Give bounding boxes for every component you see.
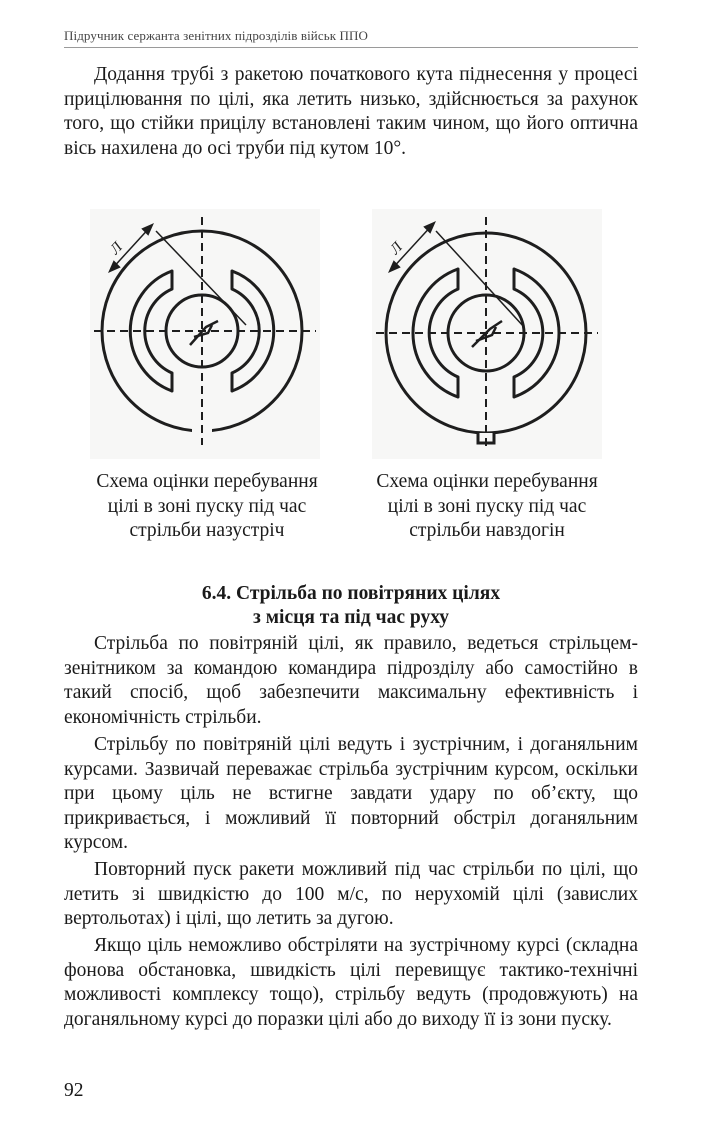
dimension-label: Л bbox=[387, 239, 406, 258]
dimension-label: Л bbox=[107, 239, 126, 258]
caption-line: цілі в зоні пуску під час bbox=[107, 495, 307, 517]
running-header: Підручник сержанта зенітних підрозділів військ ППО bbox=[64, 28, 368, 43]
figure-caption-head-on bbox=[62, 470, 352, 544]
caption-line: цілі в зоні пуску під час bbox=[387, 495, 587, 517]
reticle-diagram-pursuit bbox=[372, 209, 602, 459]
body-paragraph: Повторний пуск ракети можливий під час стрільби по цілі, що летить зі швидкістю до 100 м/с, по нерухомій цілі (завислих вертольотах) і цілі, що летить за дугою. bbox=[64, 859, 638, 930]
figure-pursuit bbox=[372, 209, 602, 459]
section-heading-line1: 6.4. Стрільба по повітряних цілях bbox=[201, 583, 501, 604]
figure-caption-pursuit bbox=[342, 470, 632, 544]
page-number: 92 bbox=[64, 1080, 84, 1101]
caption-line: Схема оцінки перебування bbox=[376, 471, 598, 492]
caption-line: Схема оцінки перебування bbox=[96, 471, 318, 492]
header-divider bbox=[64, 47, 638, 48]
intro-paragraph: Додання трубі з ракетою початкового кута піднесення у процесі прицілювання по цілі, яка летить низько, здійснюється за рахунок того, що стійки прицілу встановлені таким чином, що його оптична вісь нахилена до осі труби під кутом 10°. bbox=[64, 64, 638, 159]
reticle-diagram-head-on bbox=[90, 209, 320, 459]
body-paragraph: Стрільба по повітряній цілі, як правило, ведеться стрільцем-зенітником за командою командира підрозділу або самостійно в такий спосіб, щоб забезпечити максимальну ефективність і економічність стрільби. bbox=[64, 633, 638, 728]
section-heading bbox=[64, 582, 638, 630]
caption-line: стрільби навздогін bbox=[409, 520, 565, 542]
dimension-line bbox=[436, 231, 524, 327]
body-paragraph: Якщо ціль неможливо обстріляти на зустрічному курсі (складна фонова обстановка, швидкість цілі перевищує тактико-технічні можливості комплексу тощо), стрільбу ведуть (продовжують) на доганяльному курсі до поразки цілі або до виходу її із зони пуску. bbox=[64, 935, 638, 1030]
body-paragraph: Стрільбу по повітряній цілі ведуть і зустрічним, і доганяльним курсами. Зазвичай переважає стрільба зустрічним курсом, оскільки при цьому ціль не встигне завдати удару по об’єкту, що прикривається, і можливий її повторний обстріл доганяльним курсом. bbox=[64, 734, 638, 854]
figure-head-on bbox=[90, 209, 320, 459]
caption-line: стрільби назустріч bbox=[129, 520, 285, 542]
section-heading-line2: з місця та під час руху bbox=[253, 607, 449, 628]
target-symbol bbox=[190, 321, 218, 345]
